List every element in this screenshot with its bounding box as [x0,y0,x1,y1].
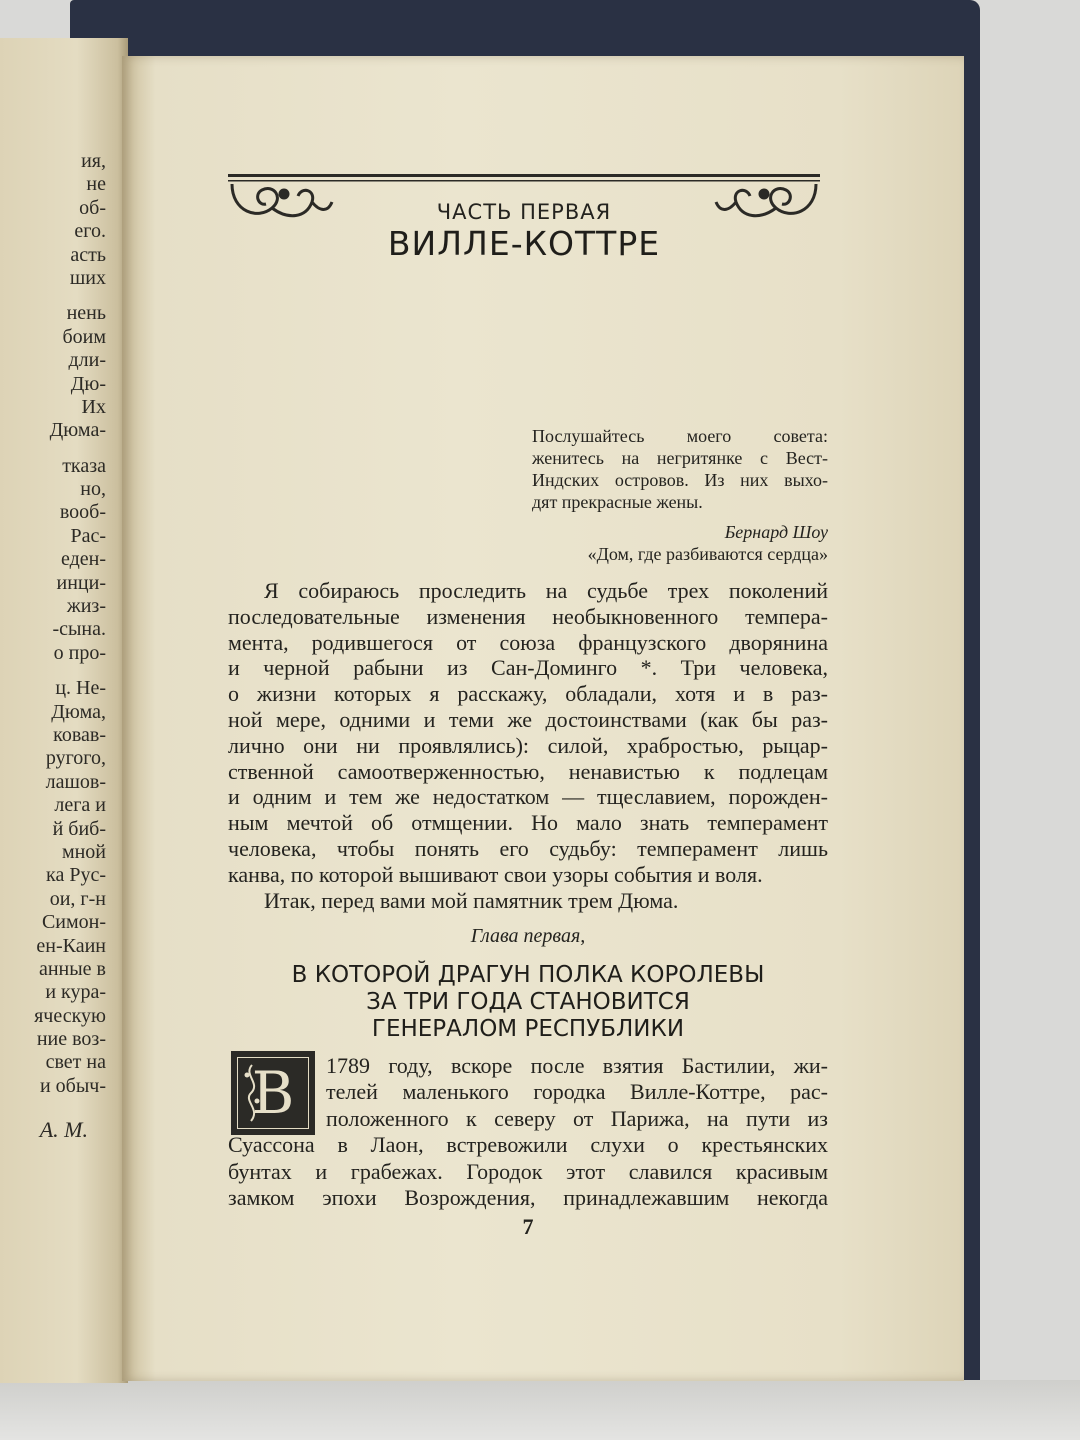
text-line: и одним и тем же недостатком — тщеславием, порожден- [228,784,828,810]
left-page-line: лашов- [45,770,106,793]
left-page-line: Симон- [41,911,106,934]
chapter-text [228,1053,828,1211]
left-page-line: не [86,173,106,196]
text-line: телей маленького городка Вилле-Коттре, рас- [326,1079,828,1105]
text-line: канва, по которой вышивают свои узоры события и воля. [228,861,763,887]
text-line: 1789 году, вскоре после взятия Бастилии, жи- [326,1053,828,1078]
part-title: ВИЛЛЕ-КОТТРЕ [387,224,661,263]
page-number: 7 [522,1214,534,1239]
left-page-line: Дю- [70,372,106,395]
text-line: ственной самоотверженностью, ненавистью к подлецам [228,758,828,784]
left-page-line: еден- [60,548,106,571]
left-page-line: дли- [68,349,106,372]
text-line: бунтах и грабежах. Городок этот славился красивым [228,1158,828,1184]
epigraph-line: Послушайтесь моего совета: [532,426,828,446]
text-line: мента, родившегося от союза французского дворянина [228,629,828,655]
left-page-line: инци- [56,571,106,594]
closing-line: Итак, перед вами мой памятник трем Дюма. [264,887,679,913]
left-page-line: Дюма- [49,419,106,442]
left-page-line: ен-Каин [36,934,106,957]
left-page-line: и обыч- [39,1074,106,1097]
left-page-line: о про- [53,641,106,664]
epigraph-line: женитесь на негритянке с Вест- [532,448,828,468]
epigraph-author: Бернард Шоу [724,522,828,542]
chapter-title-line: ГЕНЕРАЛОМ РЕСПУБЛИКИ [371,1016,685,1042]
left-page-line: лега и [54,794,106,817]
left-page-line: анные в [38,957,106,980]
text-line: о жизни которых я расскажу, обладали, хотя и в раз- [228,681,828,707]
left-page-line: ругого, [45,747,106,770]
text-line: положенного к северу от Парижа, на пути из [326,1105,828,1131]
left-page-line: но, [80,478,106,501]
left-page-line: ковав- [53,723,106,746]
drop-cap-letter: В [237,1057,309,1129]
left-page-line: ших [69,266,106,289]
left-page [0,38,128,1383]
left-page-line: нень [66,302,106,325]
epigraph-line: Индских островов. Из них выхо- [532,470,828,490]
left-page-line: жиз- [66,595,106,618]
text-line: ным мечтой об отмщении. Но мало знать темперамент [228,810,828,836]
left-page-text [0,150,106,1142]
text-line: замком эпохи Возрождения, принадлежавшим некогда [228,1184,828,1210]
left-page-line: ние воз- [36,1028,106,1051]
chapter-title-line: ЗА ТРИ ГОДА СТАНОВИТСЯ [366,989,690,1015]
chapter-title [228,962,828,1043]
chapter-label: Глава первая, [470,925,586,947]
left-page-line [0,443,106,455]
text-line: последовательные изменения необыкновенного темпера- [228,603,828,629]
left-page-line: Рас- [70,524,106,547]
left-page-line: об- [79,196,106,219]
left-page-line: яческую [34,1004,106,1027]
text-line: человека, чтобы понять его судьбу: темперамент лишь [228,835,828,861]
left-page-line: боим [62,325,106,348]
text-line: лично они ни проявлялись): силой, храбростью, рыцар- [228,732,828,758]
epigraph-line: дят прекрасные жены. [532,492,703,512]
left-page-line: ои, г-н [49,887,106,910]
intro-text [228,578,828,913]
chapter-title-line: В КОТОРОЙ ДРАГУН ПОЛКА КОРОЛЕВЫ [291,962,765,988]
left-page-line: ц. Не- [55,677,106,700]
text-line: ной мере, одними и теми же достоинствами (как бы раз- [228,706,828,732]
left-page-line: Их [81,395,106,418]
left-page-line [0,665,106,677]
left-page-line: вооб- [59,501,106,524]
table-surface [0,1380,1080,1440]
left-page-line: -сына. [52,618,106,641]
left-page-line: его. [74,220,106,243]
epigraph [532,425,828,565]
left-page-line: Дюма, [51,700,106,723]
left-page-line: свет на [45,1051,106,1074]
left-page-line: асть [70,243,106,266]
left-page-line [0,290,106,302]
left-page-line: й биб- [52,817,106,840]
epigraph-source: «Дом, где разбиваются сердца» [587,544,828,564]
part-label: ЧАСТЬ ПЕРВАЯ [436,200,612,224]
left-page-line: ка Рус- [46,864,106,887]
left-page-line: тказа [62,454,106,477]
left-page-line: ия, [81,150,106,172]
left-page-initials: А. М. [39,1117,88,1143]
left-page-line: и кура- [45,981,106,1004]
left-page-line: мной [61,840,106,863]
text-line: Суассона в Лаон, встревожили слухи о крестьянских [228,1132,828,1158]
text-line: и черной рабыни из Сан-Доминго *. Три человека, [228,655,828,681]
text-line: Я собираюсь проследить на судьбе трех поколений [264,578,828,603]
